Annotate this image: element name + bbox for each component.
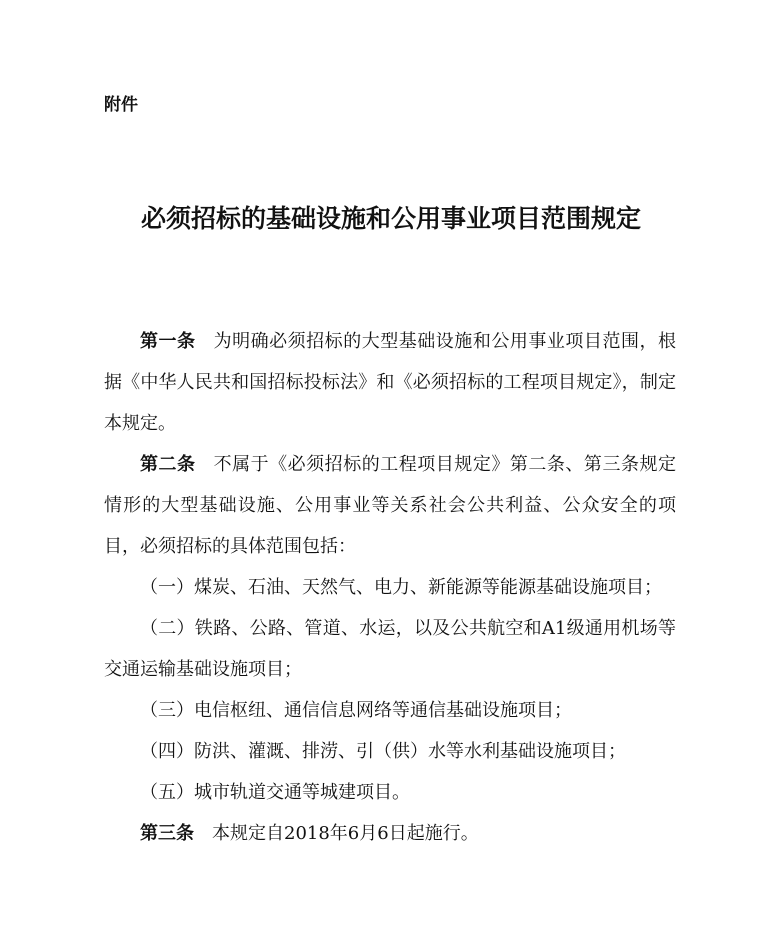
article-2 [104,444,676,567]
attachment-label: 附件 [104,95,138,115]
document-body [104,321,676,854]
list-item: （五）城市轨道交通等城建项目。 [140,782,410,803]
list-item: （三）电信枢纽、通信信息网络等通信基础设施项目； [140,700,572,721]
article-1-text: 为明确必须招标的大型基础设施和公用事业项目范围，根据《中华人民共和国招标投标法》和《必须招标的工程项目规定》，制定本规定。 [104,331,677,434]
article-2-text: 不属于《必须招标的工程项目规定》第二条、第三条规定情形的大型基础设施、公用事业等关系社会公共利益、公众安全的项目，必须招标的具体范围包括： [104,454,677,557]
article-3 [104,813,676,854]
list-item: （四）防洪、灌溉、排涝、引（供）水等水利基础设施项目； [140,741,626,762]
article-3-heading: 第三条 [140,823,194,844]
article-2-heading: 第二条 [140,454,196,475]
article-1 [104,321,676,444]
article-1-heading: 第一条 [140,331,196,352]
list-item: （一）煤炭、石油、天然气、电力、新能源等能源基础设施项目； [140,577,662,598]
document-title: 必须招标的基础设施和公用事业项目范围规定 [140,204,641,233]
article-3-text: 本规定自2018年6月6日起施行。 [212,823,479,844]
list-item: （二）铁路、公路、管道、水运，以及公共航空和A1级通用机场等交通运输基础设施项目； [104,618,676,680]
